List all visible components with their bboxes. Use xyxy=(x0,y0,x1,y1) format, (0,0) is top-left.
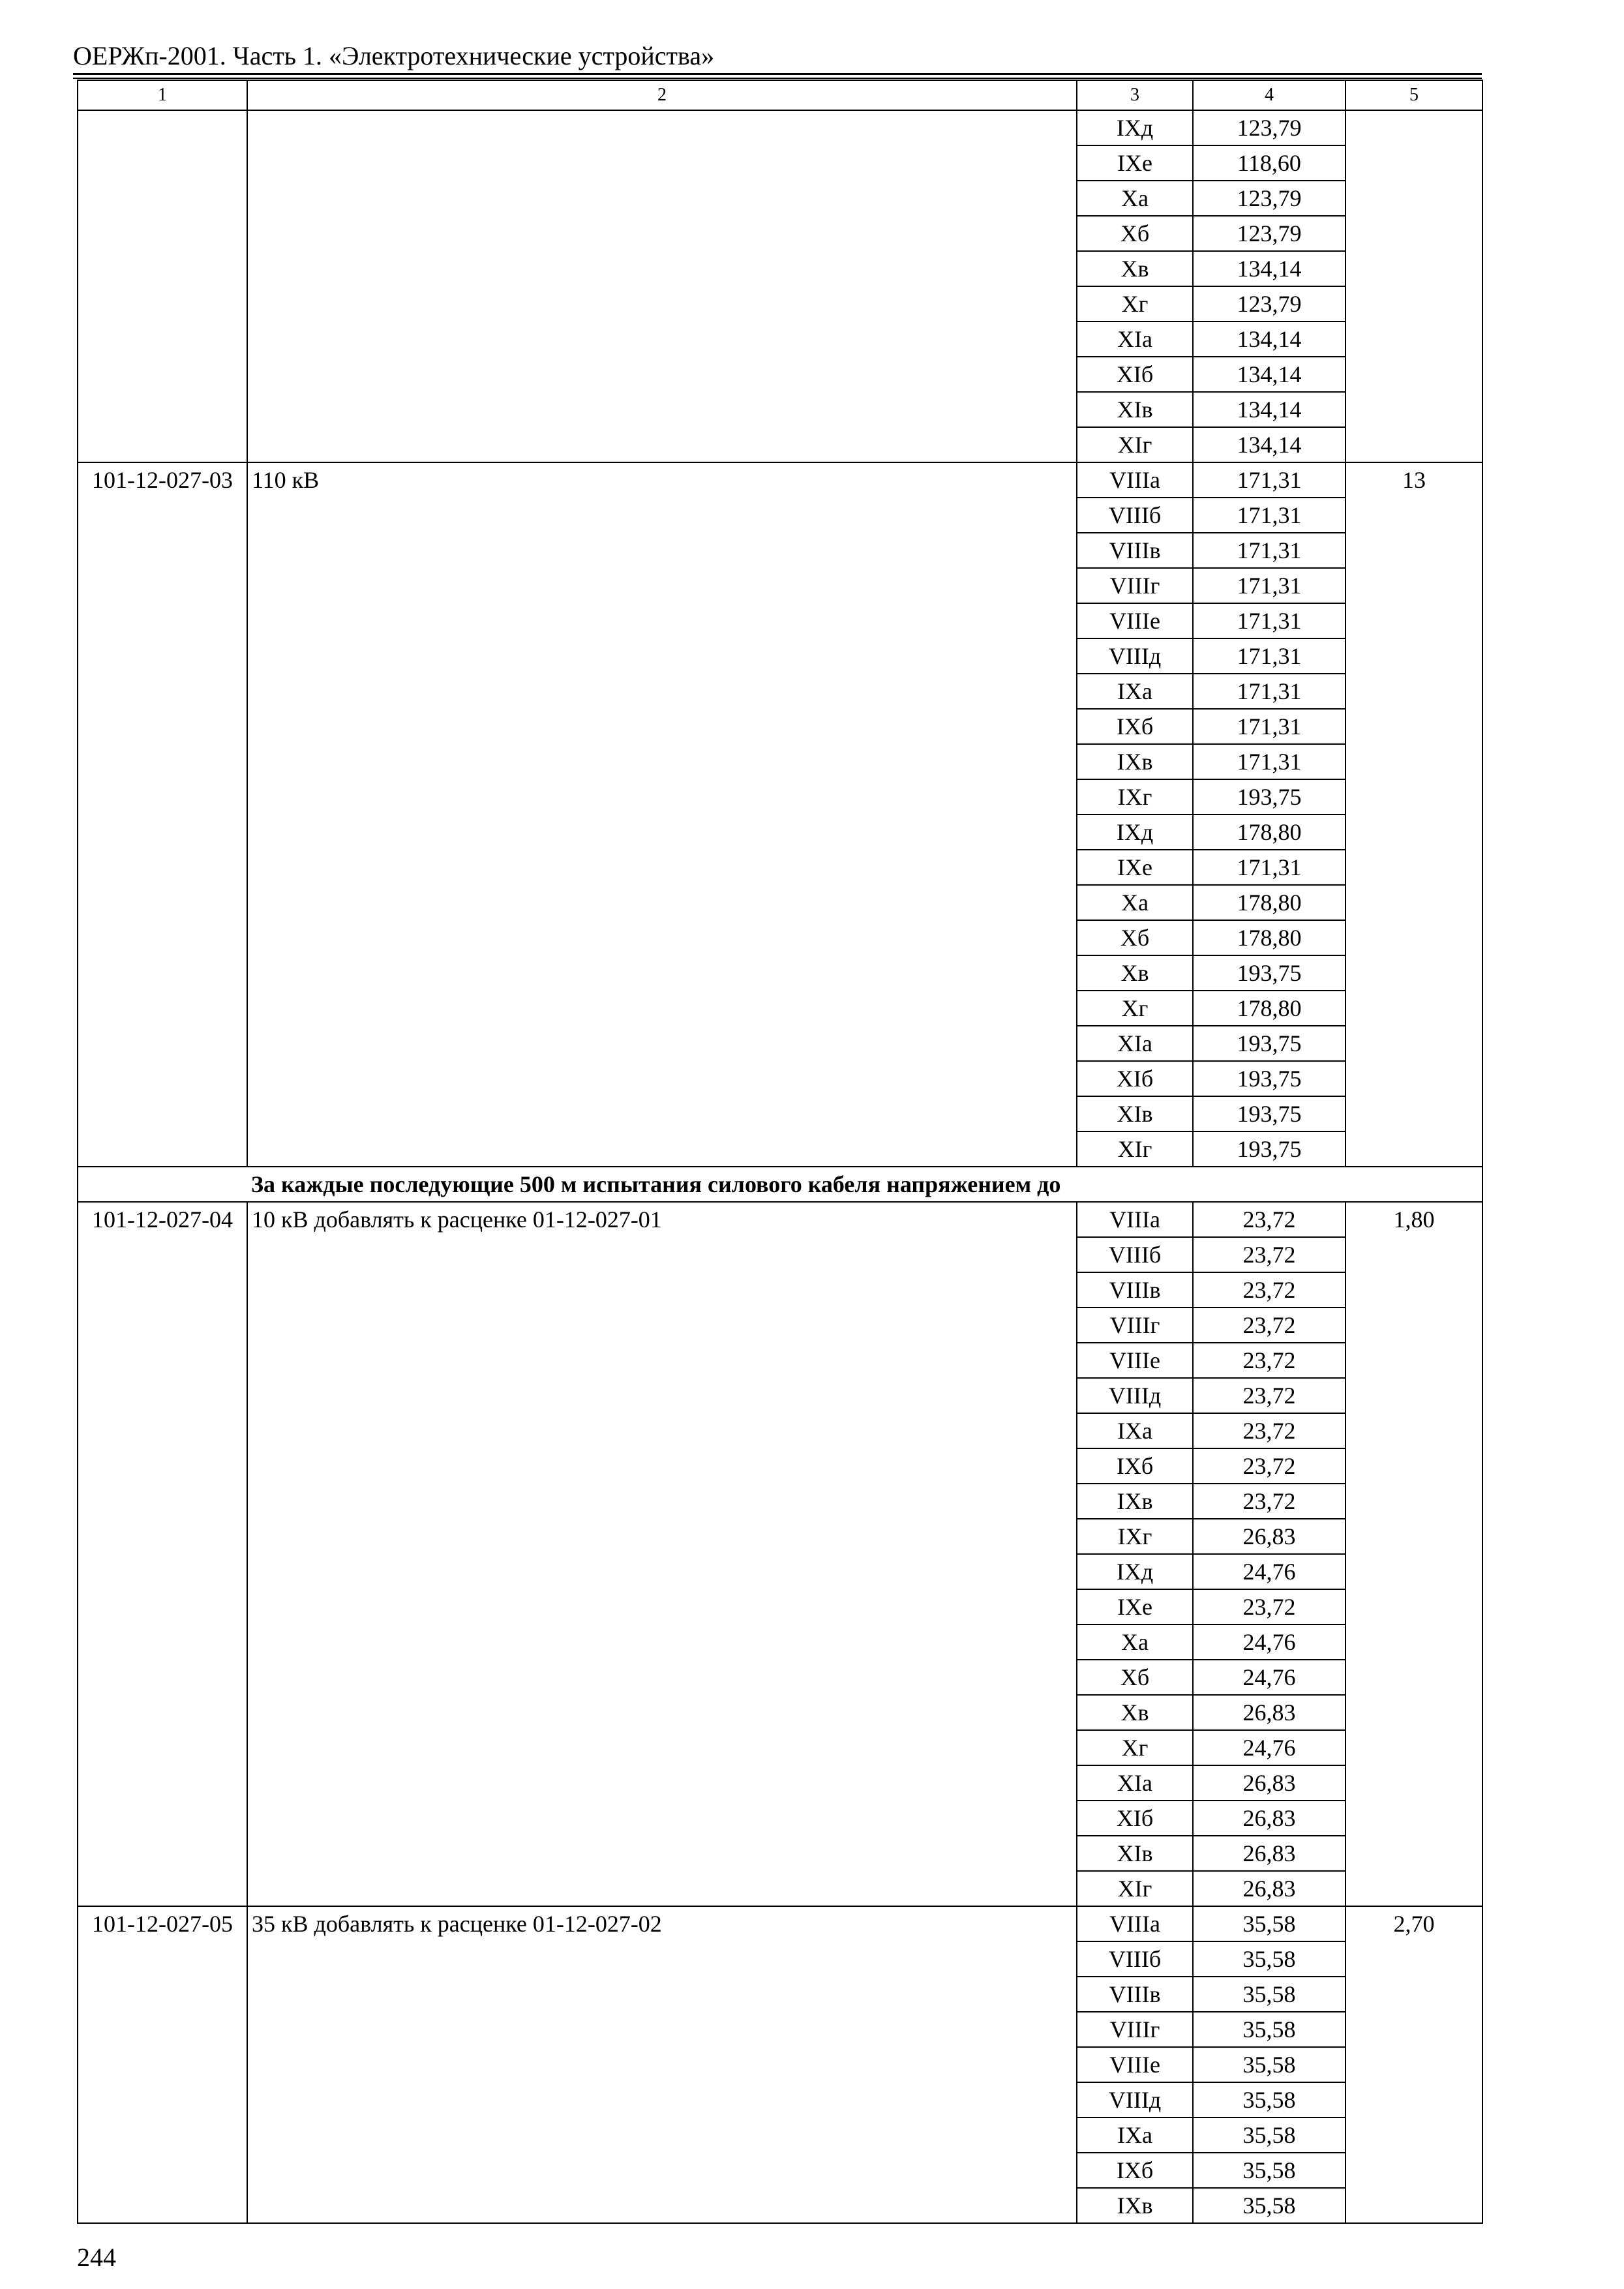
rate-value: 134,14 xyxy=(1193,251,1346,286)
rate-value: 26,83 xyxy=(1193,1519,1346,1554)
rate-value: 23,72 xyxy=(1193,1308,1346,1343)
zone-code: XIa xyxy=(1077,322,1193,357)
rate-value: 171,31 xyxy=(1193,603,1346,638)
zone-code: IXa xyxy=(1077,674,1193,709)
zone-code: Xб xyxy=(1077,216,1193,251)
zone-code: XIб xyxy=(1077,1801,1193,1836)
column-header: 5 xyxy=(1346,80,1482,110)
rate-value: 178,80 xyxy=(1193,815,1346,850)
zone-code: Xв xyxy=(1077,955,1193,991)
zone-code: XIв xyxy=(1077,1836,1193,1871)
header-rule-thick xyxy=(73,73,1482,75)
zone-code: IXв xyxy=(1077,2188,1193,2223)
zone-code: XIв xyxy=(1077,392,1193,427)
rate-value: 193,75 xyxy=(1193,1131,1346,1167)
rate-value: 134,14 xyxy=(1193,427,1346,462)
rate-value: 134,14 xyxy=(1193,357,1346,392)
rate-value: 193,75 xyxy=(1193,1026,1346,1061)
rate-value: 35,58 xyxy=(1193,2082,1346,2117)
rate-value: 35,58 xyxy=(1193,2047,1346,2082)
table-header-row xyxy=(78,80,1482,110)
table-row xyxy=(78,462,1482,498)
document-header: ОЕРЖп-2001. Часть 1. «Электротехнические устройства» xyxy=(73,41,715,70)
zone-code: Xa xyxy=(1077,885,1193,920)
rate-value: 178,80 xyxy=(1193,885,1346,920)
rate-value: 118,60 xyxy=(1193,145,1346,181)
rate-value: 171,31 xyxy=(1193,674,1346,709)
zone-code: VIIIг xyxy=(1077,1308,1193,1343)
zone-code: XIв xyxy=(1077,1096,1193,1131)
zone-code: XIб xyxy=(1077,357,1193,392)
rates-table xyxy=(77,80,1483,2224)
rate-value: 35,58 xyxy=(1193,1941,1346,1977)
rate-value: 171,31 xyxy=(1193,568,1346,603)
zone-code: VIIIa xyxy=(1077,462,1193,498)
rate-value: 35,58 xyxy=(1193,2188,1346,2223)
rate-value: 171,31 xyxy=(1193,462,1346,498)
table-row xyxy=(78,1906,1482,1941)
rate-value: 35,58 xyxy=(1193,2117,1346,2153)
rate-value: 23,72 xyxy=(1193,1448,1346,1484)
rate-value: 171,31 xyxy=(1193,850,1346,885)
rate-value: 193,75 xyxy=(1193,1061,1346,1096)
zone-code: VIIIд xyxy=(1077,638,1193,674)
rate-value: 26,83 xyxy=(1193,1695,1346,1730)
rate-value: 23,72 xyxy=(1193,1202,1346,1237)
rate-value: 24,76 xyxy=(1193,1554,1346,1589)
rate-value: 178,80 xyxy=(1193,920,1346,955)
rate-value: 23,72 xyxy=(1193,1413,1346,1448)
rate-value: 23,72 xyxy=(1193,1272,1346,1308)
work-description: 110 кВ xyxy=(247,462,1077,1167)
rate-value: 171,31 xyxy=(1193,498,1346,533)
zone-code: VIIIг xyxy=(1077,2012,1193,2047)
rate-value: 134,14 xyxy=(1193,392,1346,427)
rate-value: 26,83 xyxy=(1193,1871,1346,1906)
table-row xyxy=(78,1202,1482,1237)
zone-code: Xг xyxy=(1077,286,1193,322)
zone-code: XIг xyxy=(1077,1871,1193,1906)
zone-code: IXв xyxy=(1077,744,1193,779)
zone-code: Xг xyxy=(1077,1730,1193,1765)
zone-code: VIIIд xyxy=(1077,2082,1193,2117)
rate-value: 178,80 xyxy=(1193,991,1346,1026)
zone-code: IXe xyxy=(1077,850,1193,885)
zone-code: IXa xyxy=(1077,2117,1193,2153)
zone-code: IXa xyxy=(1077,1413,1193,1448)
column5-value xyxy=(1346,110,1482,462)
rate-value: 35,58 xyxy=(1193,2012,1346,2047)
rate-value: 123,79 xyxy=(1193,286,1346,322)
zone-code: IXд xyxy=(1077,110,1193,145)
rate-value: 24,76 xyxy=(1193,1624,1346,1660)
rate-value: 23,72 xyxy=(1193,1237,1346,1272)
rate-value: 23,72 xyxy=(1193,1343,1346,1378)
column5-value: 2,70 xyxy=(1346,1906,1482,2223)
rate-value: 171,31 xyxy=(1193,638,1346,674)
column-header: 1 xyxy=(78,80,247,110)
column-header: 4 xyxy=(1193,80,1346,110)
rate-value: 123,79 xyxy=(1193,181,1346,216)
zone-code: Xб xyxy=(1077,1660,1193,1695)
zone-code: IXг xyxy=(1077,1519,1193,1554)
zone-code: VIIIe xyxy=(1077,2047,1193,2082)
zone-code: IXб xyxy=(1077,2153,1193,2188)
zone-code: Xб xyxy=(1077,920,1193,955)
rate-value: 26,83 xyxy=(1193,1801,1346,1836)
zone-code: IXб xyxy=(1077,709,1193,744)
page-number: 244 xyxy=(77,2243,116,2272)
work-description: 10 кВ добавлять к расценке 01-12-027-01 xyxy=(247,1202,1077,1906)
zone-code: VIIIб xyxy=(1077,1237,1193,1272)
zone-code: VIIIв xyxy=(1077,533,1193,568)
zone-code: IXe xyxy=(1077,145,1193,181)
zone-code: IXд xyxy=(1077,1554,1193,1589)
section-spacer xyxy=(78,1167,247,1202)
zone-code: XIa xyxy=(1077,1026,1193,1061)
zone-code: XIб xyxy=(1077,1061,1193,1096)
zone-code: VIIIe xyxy=(1077,603,1193,638)
rate-value: 26,83 xyxy=(1193,1836,1346,1871)
work-description: 35 кВ добавлять к расценке 01-12-027-02 xyxy=(247,1906,1077,2223)
zone-code: VIIIв xyxy=(1077,1272,1193,1308)
table-row xyxy=(78,110,1482,145)
zone-code: Xв xyxy=(1077,1695,1193,1730)
rate-value: 23,72 xyxy=(1193,1378,1346,1413)
zone-code: VIIIa xyxy=(1077,1906,1193,1941)
rate-value: 171,31 xyxy=(1193,533,1346,568)
zone-code: IXe xyxy=(1077,1589,1193,1624)
zone-code: VIIIв xyxy=(1077,1977,1193,2012)
section-row xyxy=(78,1167,1482,1202)
rate-code xyxy=(78,110,247,462)
rate-value: 134,14 xyxy=(1193,322,1346,357)
zone-code: VIIIe xyxy=(1077,1343,1193,1378)
zone-code: Xг xyxy=(1077,991,1193,1026)
zone-code: VIIIг xyxy=(1077,568,1193,603)
rate-value: 171,31 xyxy=(1193,709,1346,744)
zone-code: Xa xyxy=(1077,1624,1193,1660)
section-title: За каждые последующие 500 м испытания силового кабеля напряжением до xyxy=(247,1167,1482,1202)
zone-code: VIIIб xyxy=(1077,498,1193,533)
rate-value: 26,83 xyxy=(1193,1765,1346,1801)
zone-code: XIг xyxy=(1077,427,1193,462)
rate-value: 193,75 xyxy=(1193,779,1346,815)
zone-code: IXв xyxy=(1077,1484,1193,1519)
column5-value: 1,80 xyxy=(1346,1202,1482,1906)
rate-value: 35,58 xyxy=(1193,2153,1346,2188)
zone-code: IXб xyxy=(1077,1448,1193,1484)
rate-value: 24,76 xyxy=(1193,1660,1346,1695)
header-rule-thin xyxy=(73,78,1482,79)
zone-code: Xв xyxy=(1077,251,1193,286)
column-header: 3 xyxy=(1077,80,1193,110)
zone-code: IXг xyxy=(1077,779,1193,815)
zone-code: VIIIд xyxy=(1077,1378,1193,1413)
rate-value: 123,79 xyxy=(1193,216,1346,251)
rate-value: 193,75 xyxy=(1193,1096,1346,1131)
rate-code: 101-12-027-03 xyxy=(78,462,247,1167)
rate-value: 171,31 xyxy=(1193,744,1346,779)
rate-value: 193,75 xyxy=(1193,955,1346,991)
rate-value: 35,58 xyxy=(1193,1906,1346,1941)
rate-value: 23,72 xyxy=(1193,1589,1346,1624)
rate-value: 35,58 xyxy=(1193,1977,1346,2012)
zone-code: VIIIa xyxy=(1077,1202,1193,1237)
rate-code: 101-12-027-04 xyxy=(78,1202,247,1906)
zone-code: VIIIб xyxy=(1077,1941,1193,1977)
zone-code: XIг xyxy=(1077,1131,1193,1167)
rate-code: 101-12-027-05 xyxy=(78,1906,247,2223)
column-header: 2 xyxy=(247,80,1077,110)
zone-code: XIa xyxy=(1077,1765,1193,1801)
zone-code: Xa xyxy=(1077,181,1193,216)
rate-value: 23,72 xyxy=(1193,1484,1346,1519)
zone-code: IXд xyxy=(1077,815,1193,850)
column5-value: 13 xyxy=(1346,462,1482,1167)
work-description xyxy=(247,110,1077,462)
rate-value: 24,76 xyxy=(1193,1730,1346,1765)
rate-value: 123,79 xyxy=(1193,110,1346,145)
